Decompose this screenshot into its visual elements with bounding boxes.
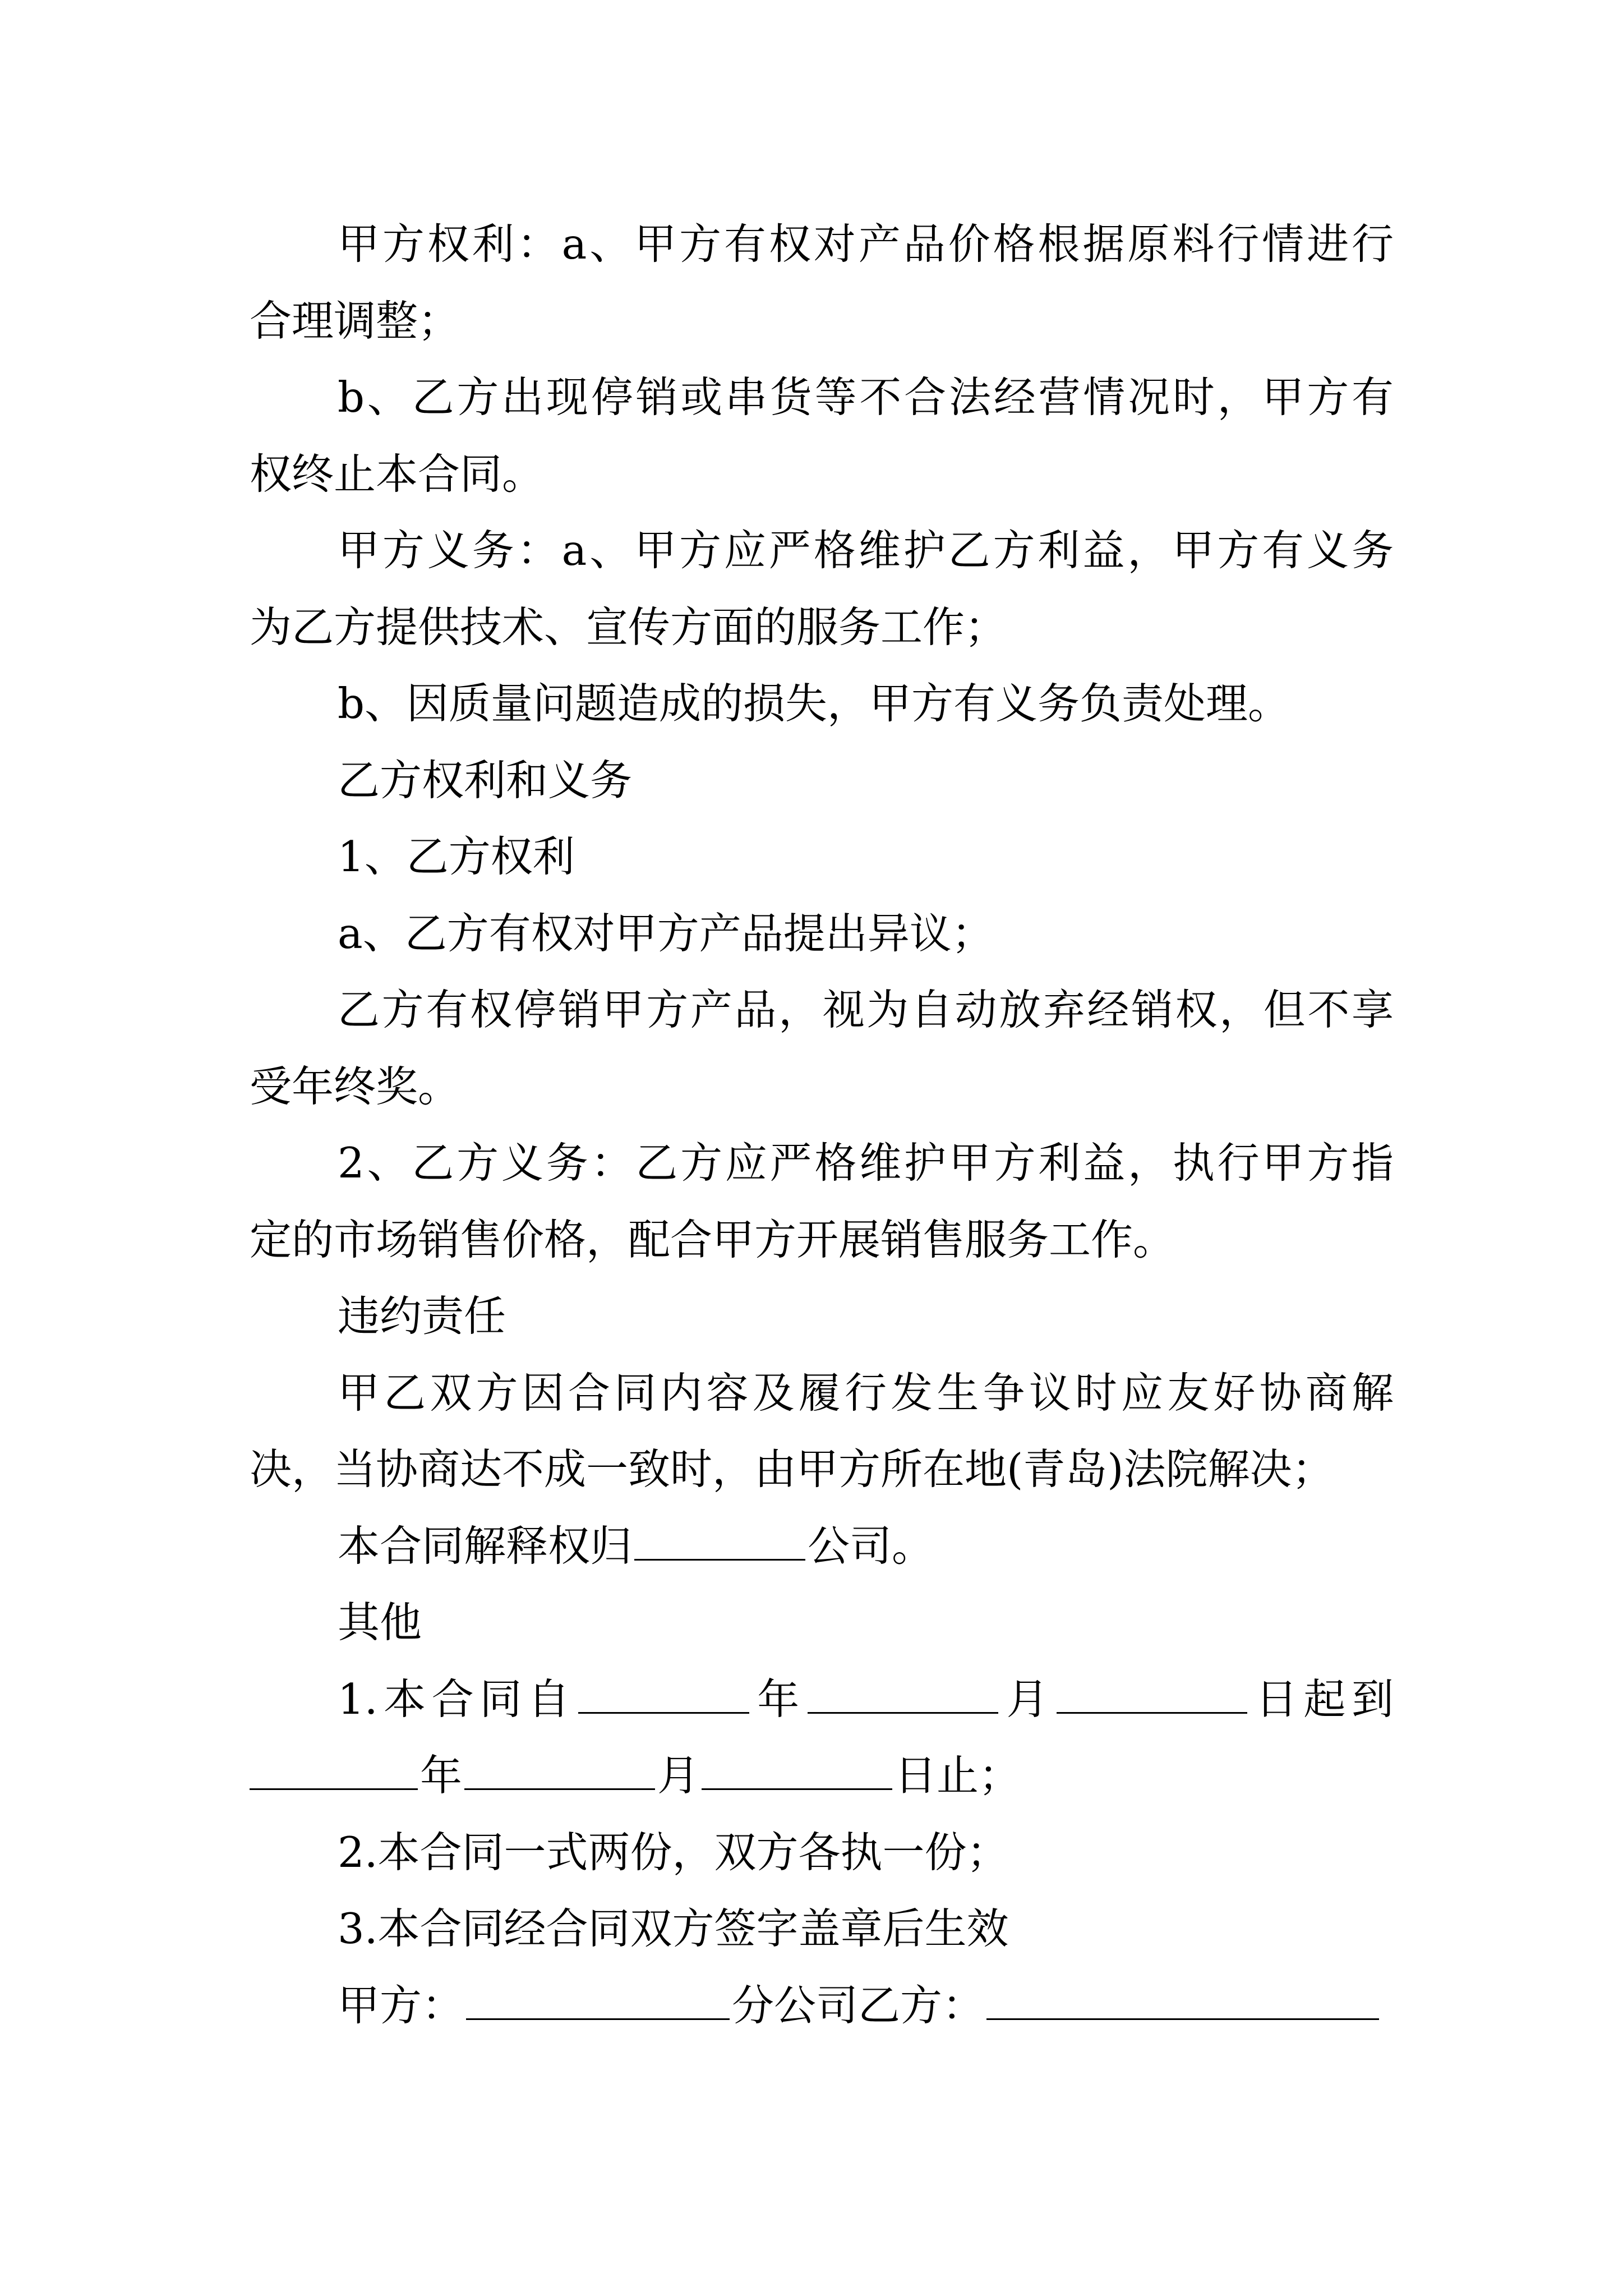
text-line [338,1665,1394,1733]
text-line: 甲方权利：a、甲方有权对产品价格根据原料行情进行 [338,219,1394,269]
text-line [250,1742,1394,1809]
section-heading: 乙方权利和义务 [338,756,633,805]
text-line [338,1512,1394,1580]
text-fragment: 甲方： [338,1981,464,2030]
text-line: b、因质量问题造成的损失，甲方有义务负责处理。 [338,679,1290,728]
fill-in-blank[interactable] [634,1523,805,1561]
fill-in-blank[interactable] [1057,1676,1247,1714]
fill-in-blank[interactable] [250,1752,418,1790]
text-line: b、乙方出现停销或串货等不合法经营情况时，甲方有 [338,372,1394,422]
text-line: 1、乙方权利 [338,832,575,881]
text-fragment: 年 [751,1674,805,1724]
text-fragment: 本合同解释权归 [338,1521,633,1571]
text-fragment: 1.本合同自 [338,1674,576,1724]
signature-line [338,1972,1394,2039]
text-line: 2、乙方义务：乙方应严格维护甲方利益，执行甲方指 [338,1138,1394,1188]
party-a-signature-blank[interactable] [466,1982,730,2020]
text-line: 权终止本合同。 [250,449,545,499]
text-line: 为乙方提供技术、宣传方面的服务工作； [250,602,1007,652]
section-heading: 违约责任 [338,1291,506,1341]
text-line: 受年终奖。 [250,1062,460,1111]
text-line: a、乙方有权对甲方产品提出异议； [338,909,994,958]
fill-in-blank[interactable] [464,1752,655,1790]
text-line: 决，当协商达不成一致时，由甲方所在地(青岛)法院解决； [250,1444,1334,1494]
text-line: 甲方义务：a、甲方应严格维护乙方利益，甲方有义务 [338,526,1394,575]
text-line: 定的市场销售价格，配合甲方开展销售服务工作。 [250,1215,1175,1264]
party-b-signature-blank[interactable] [986,1982,1379,2020]
text-fragment: 分公司乙方： [732,1981,985,2030]
fill-in-blank[interactable] [702,1752,892,1790]
fill-in-blank[interactable] [808,1676,998,1714]
text-fragment: 月 [1000,1674,1055,1724]
text-fragment: 月 [657,1751,700,1800]
text-fragment: 日止； [895,1751,1021,1800]
text-fragment: 日起到 [1249,1674,1394,1724]
text-fragment: 公司。 [808,1521,934,1571]
section-heading: 其他 [338,1598,422,1647]
fill-in-blank[interactable] [578,1676,749,1714]
text-line: 3.本合同经合同双方签字盖章后生效 [338,1904,1009,1953]
text-fragment: 年 [420,1751,463,1800]
text-line: 甲乙双方因合同内容及履行发生争议时应友好协商解 [338,1368,1394,1418]
text-line: 合理调整； [250,296,460,346]
text-line: 2.本合同一式两份，双方各执一份； [338,1828,1009,1877]
text-line: 乙方有权停销甲方产品，视为自动放弃经销权，但不享 [338,985,1394,1034]
